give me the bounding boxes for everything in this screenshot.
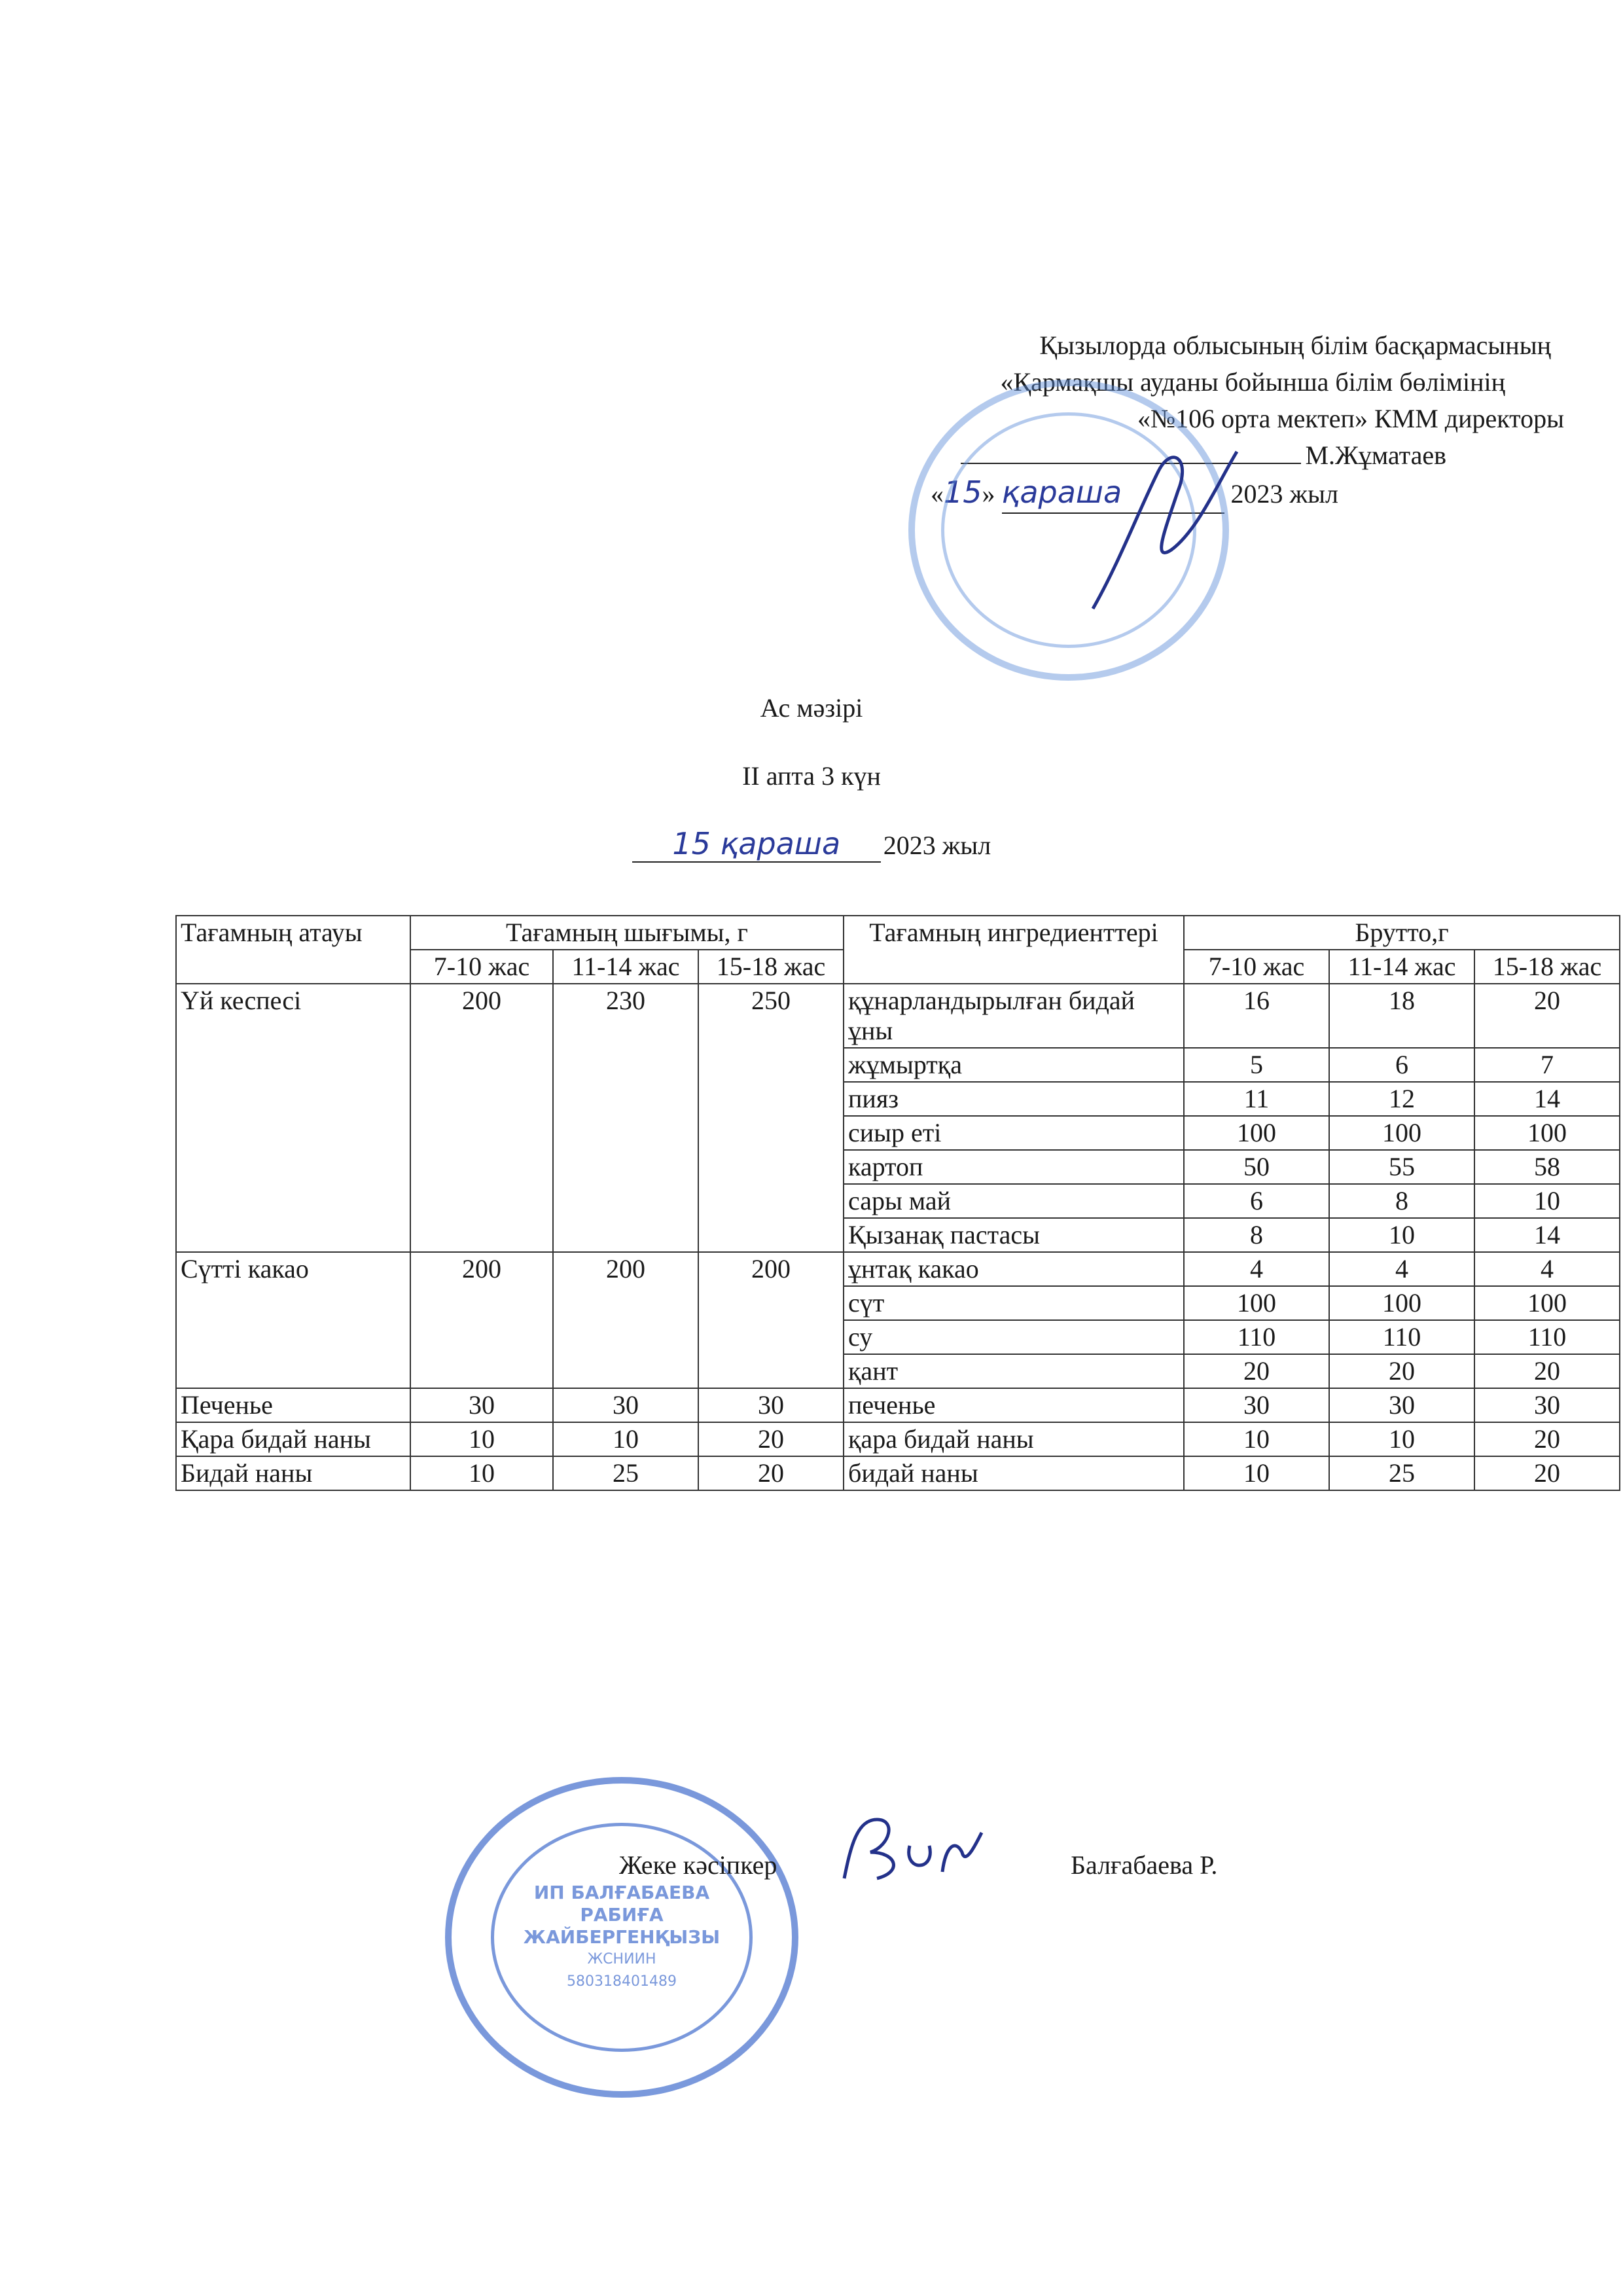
table-row — [176, 1422, 1620, 1456]
date-handwritten: 15 қараша — [672, 826, 841, 861]
header-output-age-2: 11-14 жас — [553, 950, 698, 984]
entrepreneur-stamp — [445, 1777, 798, 2098]
brutto-value: 14 — [1474, 1082, 1620, 1116]
dish-output: 10 — [410, 1456, 553, 1490]
date-line — [0, 826, 1623, 863]
stamp-line-3: ЖАЙБЕРГЕНҚЫЗЫ — [523, 1926, 721, 1948]
brutto-value: 20 — [1474, 1354, 1620, 1388]
table-row — [176, 1456, 1620, 1490]
ingredient-name: печенье — [844, 1388, 1184, 1422]
dish-name: Қара бидай наны — [176, 1422, 410, 1456]
brutto-value: 20 — [1474, 1422, 1620, 1456]
brutto-value: 10 — [1474, 1184, 1620, 1218]
entrepreneur-signature — [831, 1806, 988, 1898]
date-blank — [632, 826, 881, 863]
approval-year: 2023 жыл — [1230, 479, 1339, 509]
brutto-value: 6 — [1329, 1048, 1474, 1082]
brutto-value: 25 — [1329, 1456, 1474, 1490]
ingredient-name: сиыр еті — [844, 1116, 1184, 1150]
dish-output: 230 — [553, 984, 698, 1252]
brutto-value: 4 — [1184, 1252, 1329, 1286]
stamp-line-2: РАБИҒА — [580, 1904, 664, 1926]
header-ingredients: Тағамның ингредиенттері — [844, 916, 1184, 984]
menu-table — [175, 915, 1620, 1491]
brutto-value: 14 — [1474, 1218, 1620, 1252]
dish-output: 10 — [553, 1422, 698, 1456]
ingredient-name: пияз — [844, 1082, 1184, 1116]
ingredient-name: қара бидай наны — [844, 1422, 1184, 1456]
dish-output: 200 — [410, 984, 553, 1252]
brutto-value: 16 — [1184, 984, 1329, 1048]
dish-output: 200 — [698, 1252, 844, 1388]
page-subtitle: ІІ апта 3 күн — [742, 761, 881, 791]
brutto-value: 4 — [1329, 1252, 1474, 1286]
ingredient-name: ұнтақ какао — [844, 1252, 1184, 1286]
brutto-value: 100 — [1184, 1286, 1329, 1320]
dish-name: Бидай наны — [176, 1456, 410, 1490]
table-row — [176, 984, 1620, 1048]
brutto-value: 110 — [1474, 1320, 1620, 1354]
brutto-value: 100 — [1329, 1286, 1474, 1320]
brutto-value: 5 — [1184, 1048, 1329, 1082]
ingredient-name: құнарландырылған бидай ұны — [844, 984, 1184, 1048]
brutto-value: 11 — [1184, 1082, 1329, 1116]
approval-line-2: «Қармақшы ауданы бойынша білім бөлімінің — [1000, 367, 1505, 397]
approval-line-1: Қызылорда облысының білім басқармасының — [1039, 331, 1551, 360]
header-brutto-age-3: 15-18 жас — [1474, 950, 1620, 984]
header-dish-name: Тағамның атауы — [176, 916, 410, 984]
date-year: 2023 жыл — [883, 831, 991, 860]
footer-role: Жеке кәсіпкер — [619, 1850, 777, 1880]
brutto-value: 50 — [1184, 1150, 1329, 1184]
dish-name: Үй кеспесі — [176, 984, 410, 1252]
header-output-age-1: 7-10 жас — [410, 950, 553, 984]
brutto-value: 12 — [1329, 1082, 1474, 1116]
stamp-line-1: ИП БАЛҒАБАЕВА — [533, 1882, 710, 1903]
stamp-line-4: ЖСНИИН — [587, 1951, 656, 1967]
brutto-value: 100 — [1474, 1286, 1620, 1320]
brutto-value: 8 — [1329, 1184, 1474, 1218]
page-title: Ас мәзірі — [760, 693, 863, 723]
brutto-value: 10 — [1329, 1422, 1474, 1456]
brutto-value: 30 — [1184, 1388, 1329, 1422]
dish-output: 200 — [410, 1252, 553, 1388]
brutto-value: 55 — [1329, 1150, 1474, 1184]
table-row — [176, 1252, 1620, 1286]
dish-output: 200 — [553, 1252, 698, 1388]
ingredient-name: сүт — [844, 1286, 1184, 1320]
dish-output: 30 — [553, 1388, 698, 1422]
brutto-value: 8 — [1184, 1218, 1329, 1252]
header-brutto-age-1: 7-10 жас — [1184, 950, 1329, 984]
brutto-value: 100 — [1184, 1116, 1329, 1150]
header-brutto-group: Брутто,г — [1184, 916, 1620, 950]
approval-line-3: «№106 орта мектеп» КММ директоры — [1137, 404, 1564, 433]
brutto-value: 10 — [1184, 1422, 1329, 1456]
dish-output: 30 — [698, 1388, 844, 1422]
ingredient-name: бидай наны — [844, 1456, 1184, 1490]
brutto-value: 100 — [1329, 1116, 1474, 1150]
table-row — [176, 1388, 1620, 1422]
dish-output: 250 — [698, 984, 844, 1252]
ingredient-name: Қызанақ пастасы — [844, 1218, 1184, 1252]
dish-name: Печенье — [176, 1388, 410, 1422]
brutto-value: 30 — [1329, 1388, 1474, 1422]
director-name: М.Жұматаев — [1305, 440, 1446, 470]
dish-output: 30 — [410, 1388, 553, 1422]
entrepreneur-stamp-text — [452, 1882, 792, 1993]
brutto-value: 20 — [1474, 984, 1620, 1048]
brutto-value: 20 — [1184, 1354, 1329, 1388]
brutto-value: 4 — [1474, 1252, 1620, 1286]
brutto-value: 20 — [1329, 1354, 1474, 1388]
brutto-value: 6 — [1184, 1184, 1329, 1218]
approval-day-handwritten: 15 — [944, 475, 982, 510]
header-output-age-3: 15-18 жас — [698, 950, 844, 984]
brutto-value: 10 — [1184, 1456, 1329, 1490]
ingredient-name: су — [844, 1320, 1184, 1354]
director-signature — [1080, 432, 1250, 628]
dish-output: 20 — [698, 1456, 844, 1490]
ingredient-name: жұмыртқа — [844, 1048, 1184, 1082]
header-brutto-age-2: 11-14 жас — [1329, 950, 1474, 984]
brutto-value: 58 — [1474, 1150, 1620, 1184]
brutto-value: 30 — [1474, 1388, 1620, 1422]
dish-output: 20 — [698, 1422, 844, 1456]
brutto-value: 110 — [1329, 1320, 1474, 1354]
brutto-value: 18 — [1329, 984, 1474, 1048]
stamp-line-5: 580318401489 — [567, 1973, 677, 1990]
dish-output: 25 — [553, 1456, 698, 1490]
brutto-value: 110 — [1184, 1320, 1329, 1354]
dish-output: 10 — [410, 1422, 553, 1456]
header-output-group: Тағамның шығымы, г — [410, 916, 844, 950]
footer-name: Балғабаева Р. — [1071, 1850, 1218, 1880]
ingredient-name: қант — [844, 1354, 1184, 1388]
quote-open: « — [931, 479, 944, 509]
brutto-value: 20 — [1474, 1456, 1620, 1490]
quote-close: » — [982, 479, 995, 509]
approval-month-handwritten: қараша — [1001, 475, 1122, 510]
brutto-value: 10 — [1329, 1218, 1474, 1252]
table-header-row-1 — [176, 916, 1620, 950]
brutto-value: 100 — [1474, 1116, 1620, 1150]
brutto-value: 7 — [1474, 1048, 1620, 1082]
ingredient-name: сары май — [844, 1184, 1184, 1218]
dish-name: Сүтті какао — [176, 1252, 410, 1388]
ingredient-name: картоп — [844, 1150, 1184, 1184]
